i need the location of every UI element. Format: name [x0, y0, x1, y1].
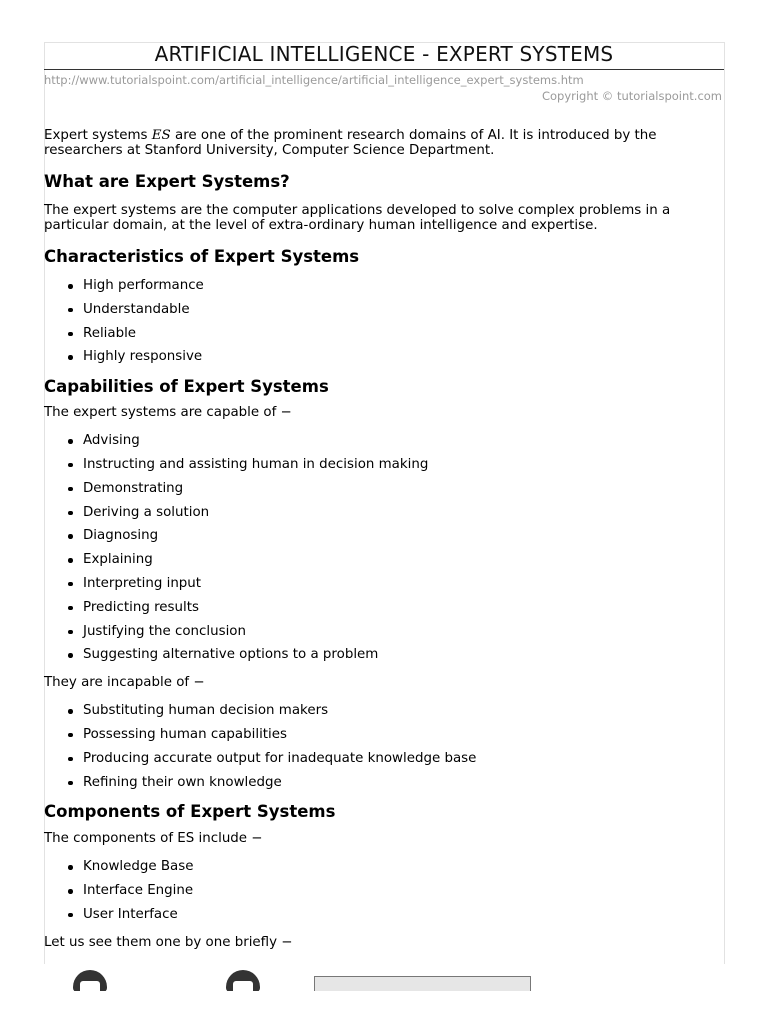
interface-box [314, 976, 531, 991]
list-item: Reliable [83, 326, 722, 350]
heading-components: Components of Expert Systems [44, 802, 336, 822]
capabilities-list [44, 433, 722, 671]
heading-capabilities: Capabilities of Expert Systems [44, 377, 329, 397]
list-item: Possessing human capabilities [83, 727, 722, 751]
components-outro: Let us see them one by one briefly − [44, 934, 293, 950]
incapable-list [44, 703, 722, 798]
list-item: Explaining [83, 552, 722, 576]
list-item: High performance [83, 278, 722, 302]
what-line2: particular domain, at the level of extra-ordinary human intelligence and expertise. [44, 218, 598, 233]
user-avatar-icon [226, 970, 260, 991]
intro-line1-pre: Expert systems [44, 128, 152, 143]
user-avatar-icon [73, 970, 107, 991]
intro-line2: researchers at Stanford University, Computer Science Department. [44, 143, 495, 158]
components-list [44, 859, 722, 930]
list-item: Understandable [83, 302, 722, 326]
source-url[interactable]: http://www.tutorialspoint.com/artificial_intelligence/artificial_intelligence_expert_systems.htm [44, 73, 584, 87]
list-item: Substituting human decision makers [83, 703, 722, 727]
list-item: Advising [83, 433, 722, 457]
list-item: User Interface [83, 907, 722, 931]
list-item: Producing accurate output for inadequate knowledge base [83, 751, 722, 775]
diagram-preview [0, 962, 768, 991]
list-item: Predicting results [83, 600, 722, 624]
list-item: Interface Engine [83, 883, 722, 907]
characteristics-list [44, 278, 722, 373]
title-divider [44, 69, 724, 70]
list-item: Highly responsive [83, 349, 722, 373]
what-paragraph [44, 203, 722, 233]
list-item: Justifying the conclusion [83, 624, 722, 648]
copyright-notice: Copyright © tutorialspoint.com [541, 89, 722, 103]
heading-characteristics: Characteristics of Expert Systems [44, 247, 360, 266]
article-body [44, 128, 722, 950]
page-title: ARTIFICIAL INTELLIGENCE - EXPERT SYSTEMS [154, 42, 614, 66]
components-intro: The components of ES include − [44, 831, 263, 847]
list-item: Instructing and assisting human in decision making [83, 457, 722, 481]
list-item: Knowledge Base [83, 859, 722, 883]
list-item: Deriving a solution [83, 505, 722, 529]
incapable-intro: They are incapable of − [44, 675, 205, 691]
what-line1: The expert systems are the computer applications developed to solve complex problems in a [44, 203, 671, 218]
list-item: Suggesting alternative options to a problem [83, 647, 722, 671]
list-item: Refining their own knowledge [83, 775, 722, 799]
intro-paragraph [44, 128, 722, 158]
es-abbreviation: ES [151, 128, 171, 143]
list-item: Diagnosing [83, 528, 722, 552]
capabilities-intro: The expert systems are capable of − [44, 405, 292, 421]
list-item: Interpreting input [83, 576, 722, 600]
heading-what-are-expert-systems: What are Expert Systems? [44, 172, 290, 191]
list-item: Demonstrating [83, 481, 722, 505]
intro-line1-post: are one of the prominent research domains of AI. It is introduced by the [170, 128, 657, 143]
